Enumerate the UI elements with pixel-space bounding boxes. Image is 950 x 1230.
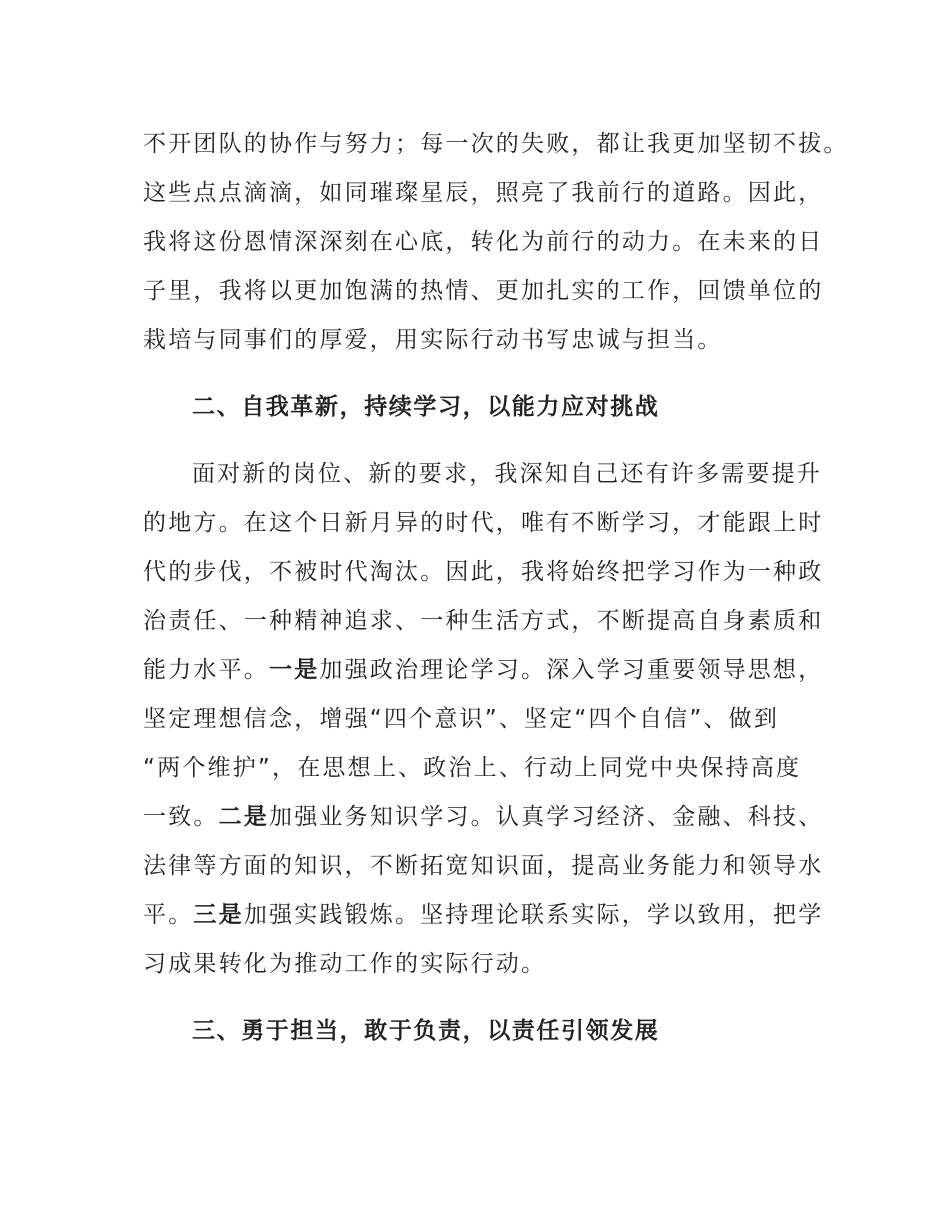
paragraph-line: [143, 900, 823, 930]
paragraph-line: 栽培与同事们的厚爱，用实际行动书写忠诚与担当。: [143, 327, 723, 353]
point-label-2: 二是: [218, 804, 270, 830]
section-heading-2: 二、自我革新，持续学习，以能力应对挑战: [192, 394, 660, 420]
section-heading-3: 三、勇于担当，敢于负责，以责任引领发展: [192, 1018, 660, 1044]
paragraph-line: 子里，我将以更加饱满的热情、更加扎实的工作，回馈单位的: [143, 278, 824, 304]
point-label-3: 三是: [193, 902, 244, 928]
paragraph-line: 习成果转化为推动工作的实际行动。: [143, 951, 547, 977]
paragraph-line: 的地方。在这个日新月异的时代，唯有不断学习，才能跟上时: [143, 510, 824, 536]
line-text: 加强政治理论学习。深入学习重要领导思想，: [319, 657, 824, 683]
line-text: 平。: [143, 902, 194, 928]
paragraph-line: 这些点点滴滴，如同璀璨星辰，照亮了我前行的道路。因此，: [143, 180, 824, 206]
paragraph-line: [143, 655, 823, 685]
point-label-1: 一是: [269, 657, 320, 683]
line-text: 能力水平。: [143, 657, 269, 683]
paragraph-line: 面对新的岗位、新的要求，我深知自己还有许多需要提升: [192, 461, 822, 487]
line-text: 一致。: [143, 804, 219, 830]
paragraph-line: 坚定理想信念，增强“四个意识”、坚定“四个自信”、做到: [143, 706, 780, 732]
line-text: 加强实践锻炼。坚持理论联系实际，学以致用，把学: [243, 902, 824, 928]
paragraph-line: 法律等方面的知识，不断拓宽知识面，提高业务能力和领导水: [143, 853, 824, 879]
paragraph-line: [143, 802, 823, 832]
line-text: 加强业务知识学习。认真学习经济、金融、科技、: [269, 804, 824, 830]
paragraph-line: 我将这份恩情深深刻在心底，转化为前行的动力。在未来的日: [143, 229, 824, 255]
paragraph-line: 代的步伐，不被时代淘汰。因此，我将始终把学习作为一种政: [143, 559, 824, 585]
paragraph-line: 治责任、一种精神追求、一种生活方式，不断提高自身素质和: [143, 608, 824, 634]
paragraph-line: 不开团队的协作与努力；每一次的失败，都让我更加坚韧不拔。: [143, 131, 849, 157]
paragraph-line: “两个维护”，在思想上、政治上、行动上同党中央保持高度: [143, 755, 802, 781]
